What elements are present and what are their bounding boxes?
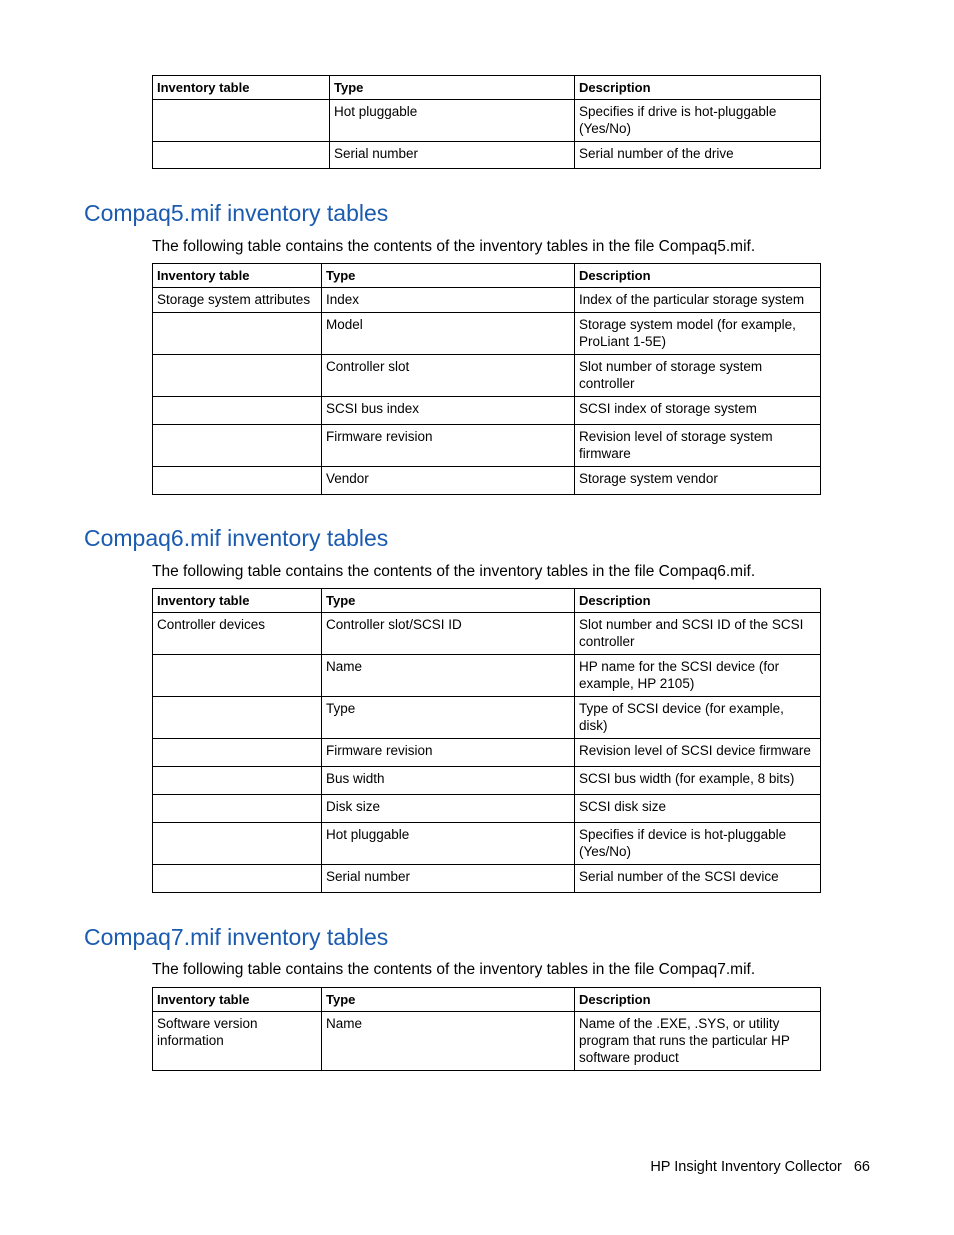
table-row [153,397,821,425]
table-cell: Revision level of storage system firmware [575,425,821,467]
section-heading-compaq7: Compaq7.mif inventory tables [84,924,389,950]
table-cell: SCSI index of storage system [575,397,821,425]
table-cell: SCSI disk size [575,795,821,823]
table-drive-continued [152,75,821,169]
table-row [153,355,821,397]
table-row [153,865,821,893]
page-number: 66 [853,1159,870,1175]
column-header: Description [575,589,821,613]
table-row [153,697,821,739]
column-header: Inventory table [153,76,330,100]
page-footer [650,1159,870,1175]
table-compaq7 [152,987,821,1071]
table-cell: Type [322,697,575,739]
table-cell: Index of the particular storage system [575,288,821,313]
table-cell [153,467,322,495]
column-header: Type [330,76,575,100]
table-row [153,767,821,795]
table-cell: Slot number of storage system controller [575,355,821,397]
table-cell [153,697,322,739]
table-cell [153,425,322,467]
column-header: Type [322,264,575,288]
section-intro-compaq7: The following table contains the contents of the inventory tables in the file Compaq7.mif. [152,961,756,978]
table-compaq5 [152,263,821,495]
table-cell [153,655,322,697]
table-cell [153,100,330,142]
table-row [153,1012,821,1071]
table-cell: Serial number of the drive [575,142,821,169]
table-header-row [153,264,821,288]
table-row [153,100,821,142]
table-cell: Specifies if drive is hot-pluggable (Yes/No) [575,100,821,142]
column-header: Description [575,988,821,1012]
table-cell [153,313,322,355]
table-compaq6 [152,588,821,893]
table-header-row [153,988,821,1012]
table-cell: Controller devices [153,613,322,655]
column-header: Description [575,264,821,288]
table-header-row [153,76,821,100]
table-cell: Firmware revision [322,425,575,467]
table-cell: Storage system attributes [153,288,322,313]
table-cell [153,397,322,425]
column-header: Inventory table [153,988,322,1012]
table-cell: Serial number [322,865,575,893]
table-row [153,655,821,697]
table-row [153,613,821,655]
table-cell: Name of the .EXE, .SYS, or utility program that runs the particular HP software product [575,1012,821,1071]
table-header-row [153,589,821,613]
table-cell: Serial number of the SCSI device [575,865,821,893]
column-header: Description [575,76,821,100]
table-cell: Name [322,655,575,697]
column-header: Inventory table [153,589,322,613]
table-cell: Hot pluggable [322,823,575,865]
table-cell: Hot pluggable [330,100,575,142]
table-row [153,795,821,823]
table-cell: Revision level of SCSI device firmware [575,739,821,767]
table-cell: HP name for the SCSI device (for example, HP 2105) [575,655,821,697]
table-cell: SCSI bus width (for example, 8 bits) [575,767,821,795]
table-cell: Software version information [153,1012,322,1071]
table-row [153,467,821,495]
table-row [153,425,821,467]
table-row [153,313,821,355]
table-cell: Storage system model (for example, ProLiant 1-5E) [575,313,821,355]
table-cell [153,865,322,893]
column-header: Type [322,589,575,613]
table-cell: Serial number [330,142,575,169]
section-intro-compaq6: The following table contains the contents of the inventory tables in the file Compaq6.mif. [152,563,756,580]
table-cell [153,823,322,865]
table-cell [153,795,322,823]
table-row [153,288,821,313]
table-cell [153,142,330,169]
table-cell: SCSI bus index [322,397,575,425]
table-cell [153,355,322,397]
section-intro-compaq5: The following table contains the contents of the inventory tables in the file Compaq5.mif. [152,238,756,255]
section-heading-compaq6: Compaq6.mif inventory tables [84,525,389,551]
table-cell: Type of SCSI device (for example, disk) [575,697,821,739]
table-cell: Storage system vendor [575,467,821,495]
table-row [153,739,821,767]
column-header: Inventory table [153,264,322,288]
table-row [153,142,821,169]
table-cell: Bus width [322,767,575,795]
table-cell: Slot number and SCSI ID of the SCSI controller [575,613,821,655]
table-cell: Firmware revision [322,739,575,767]
table-row [153,823,821,865]
table-cell: Disk size [322,795,575,823]
table-cell: Model [322,313,575,355]
section-heading-compaq5: Compaq5.mif inventory tables [84,200,389,226]
table-cell: Controller slot [322,355,575,397]
column-header: Type [322,988,575,1012]
table-cell [153,767,322,795]
table-cell: Index [322,288,575,313]
footer-title: HP Insight Inventory Collector [650,1159,842,1175]
table-cell: Vendor [322,467,575,495]
table-cell: Name [322,1012,575,1071]
table-cell: Controller slot/SCSI ID [322,613,575,655]
table-cell [153,739,322,767]
table-cell: Specifies if device is hot-pluggable (Yes/No) [575,823,821,865]
